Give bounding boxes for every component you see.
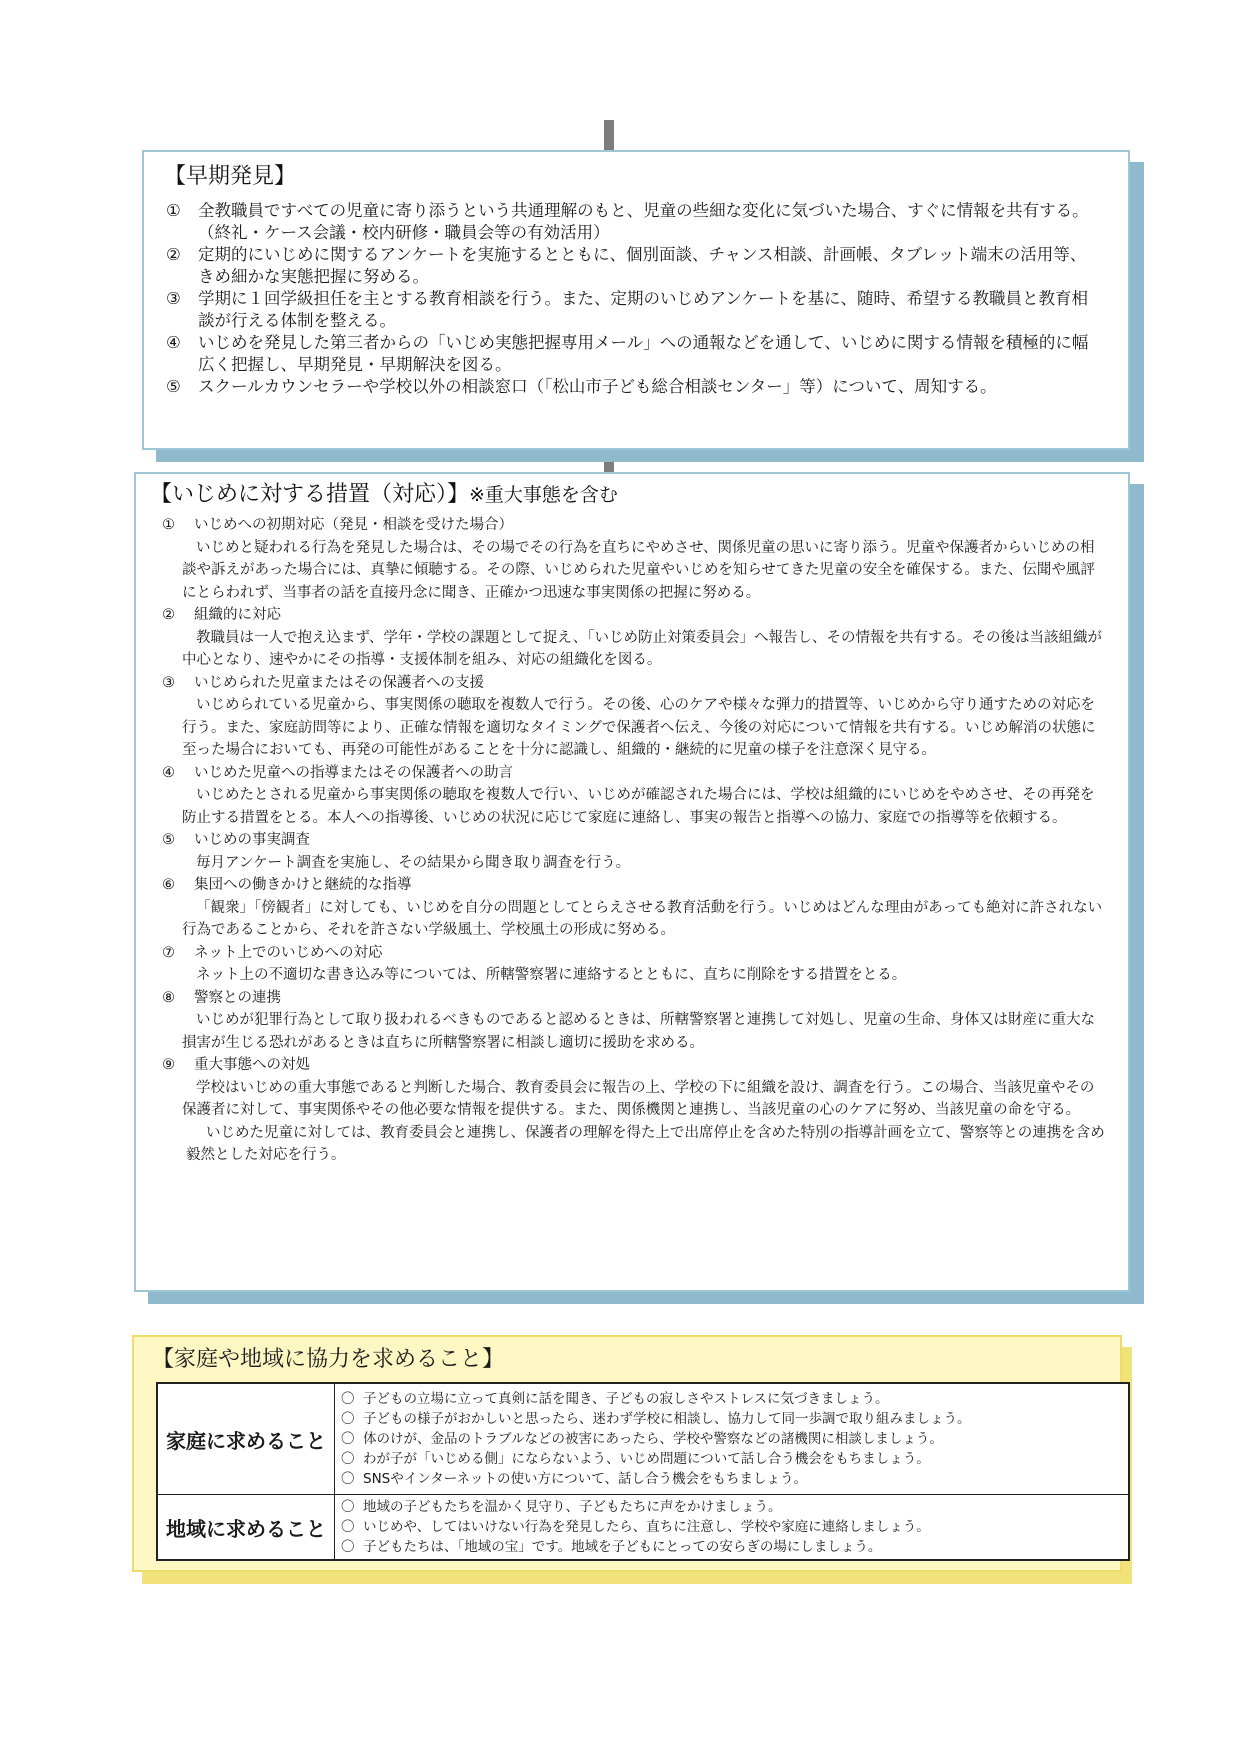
measure-heading: ① いじめへの初期対応（発見・相談を受けた場合） (162, 517, 513, 533)
home-items (335, 1383, 1130, 1495)
early-item: ⑤ スクールカウンセラーや学校以外の相談窓口（「松山市子ども総合相談センター」等）について、周知する。 (166, 377, 997, 396)
measure-heading: ⑤ いじめの事実調査 (162, 832, 310, 848)
measures-title (150, 480, 1106, 510)
early-item: ④ いじめを発見した第三者からの「いじめ実態把握専用メール」への通報などを通して、いじめに関する情報を積極的に幅広く把握し、早期発見・早期解決を図る。 (166, 333, 1089, 374)
community-label: 地域に求めること (157, 1495, 335, 1561)
measure-body: 毎月アンケート調査を実施し、その結果から聞き取り調査を行う。 (196, 854, 631, 871)
measure-body: 教職員は一人で抱え込まず、学年・学校の課題として捉え、「いじめ防止対策委員会」へ報告し、その情報を共有する。その後は当該組織が中心となり、速やかにその指導・支援体制を組み、対応の組織化を図る。 (182, 629, 1102, 668)
community-row (157, 1495, 1129, 1561)
early-item: ③ 学期に１回学級担任を主とする教育相談を行う。また、定期のいじめアンケートを基に、随時、希望する教職員と教育相談が行える体制を整える。 (166, 289, 1089, 330)
measure-heading: ④ いじめた児童への指導またはその保護者への助言 (162, 764, 513, 781)
measure-body: いじめが犯罪行為として取り扱われるべきものであると認めるときは、所轄警察署と連携して対処し、児童の生命、身体又は財産に重大な損害が生じる恐れがあるときは直ちに所轄警察署に相談し適切に援助を求める。 (182, 1012, 1095, 1051)
home-row (157, 1383, 1129, 1495)
measure-body-extra: いじめた児童に対しては、教育委員会と連携し、保護者の理解を得た上で出席停止を含めた特別の指導計画を立て、警察等との連携を含め毅然とした対応を行う。 (186, 1124, 1105, 1163)
list-item: 〇 わが子が「いじめる側」にならないよう、いじめ問題について話し合う機会をもちましょう。 (341, 1451, 930, 1467)
measure-heading: ⑥ 集団への働きかけと継続的な指導 (162, 877, 412, 893)
middle-connector-line (604, 455, 614, 473)
measures-title-text: 【いじめに対する措置（対応）】 (150, 482, 470, 507)
list-item: 〇 SNSやインターネットの使い方について、話し合う機会をもちましょう。 (341, 1471, 807, 1487)
home-label: 家庭に求めること (157, 1383, 335, 1495)
measure-body: いじめと疑われる行為を発見した場合は、その場でその行為を直ちにやめさせ、関係児童の思いに寄り添う。児童や保護者からいじめの相談や訴えがあった場合には、真摯に傾聴する。その際、いじめられた児童やいじめを知らせてきた児童の安全を確保する。また、伝聞や風評にとらわれず、当事者の話を直接丹念に聞き、正確かつ迅速な事実関係の把握に努める。 (182, 539, 1095, 601)
list-item: 〇 地域の子どもたちを温かく見守り、子どもたちに声をかけましょう。 (341, 1499, 782, 1515)
measure-heading: ③ いじめられた児童またはその保護者への支援 (162, 674, 484, 691)
early-detection-title: 【早期発見】 (164, 164, 297, 189)
measure-body: ネット上の不適切な書き込み等については、所轄警察署に連絡するとともに、直ちに削除をする措置をとる。 (196, 967, 907, 983)
early-item: ② 定期的にいじめに関するアンケートを実施するとともに、個別面談、チャンス相談、計画帳、タブレット端末の活用等、きめ細かな実態把握に努める。 (166, 245, 1087, 286)
cooperation-table (156, 1382, 1130, 1561)
community-items (335, 1495, 1130, 1561)
measure-heading: ⑨ 重大事態への対処 (162, 1057, 310, 1073)
measure-body: 学校はいじめの重大事態であると判断した場合、教育委員会に報告の上、学校の下に組織を設け、調査を行う。この場合、当該児童やその保護者に対して、事実関係やその他必要な情報を提供する。また、関係機関と連携し、当該児童の心のケアに努め、当該児童の命を守る。 (182, 1079, 1095, 1118)
measure-body: いじめられている児童から、事実関係の聴取を複数人で行う。その後、心のケアや様々な弾力的措置等、いじめから守り通すための対応を行う。また、家庭訪問等により、正確な情報を適切なタイミングで保護者へ伝え、今後の対応について情報を共有する。いじめ解消の状態に至った場合においても、再発の可能性があることを十分に認識し、組織的・継続的に児童の様子を注意深く見守る。 (182, 697, 1096, 758)
measure-heading: ⑧ 警察との連携 (162, 989, 281, 1006)
list-item: 〇 子どもの立場に立って真剣に話を聞き、子どもの寂しさやストレスに気づきましょう。 (341, 1391, 889, 1407)
cooperation-title: 【家庭や地域に協力を求めること】 (152, 1347, 505, 1372)
top-connector-line (604, 120, 614, 150)
measure-heading: ⑦ ネット上でのいじめへの対応 (162, 944, 383, 961)
list-item: 〇 子どもたちは、「地域の宝」です。地域を子どもにとっての安らぎの場にしましょう。 (341, 1539, 882, 1555)
measures-panel (134, 472, 1130, 1292)
list-item: 〇 子どもの様子がおかしいと思ったら、迷わず学校に相談し、協力して同一歩調で取り組みましょう。 (341, 1411, 971, 1427)
measure-body: いじめたとされる児童から事実関係の聴取を複数人で行い、いじめが確認された場合には、学校は組織的にいじめをやめさせ、その再発を防止する措置をとる。本人への指導後、いじめの状況に応じて家庭に連絡し、事実の報告と指導への協力、家庭での指導等を依頼する。 (182, 787, 1095, 826)
early-item: ① 全教職員ですべての児童に寄り添うという共通理解のもと、児童の些細な変化に気づいた場合、すぐに情報を共有する。（終礼・ケース会議・校内研修・職員会等の有効活用） (166, 201, 1089, 242)
cooperation-panel (132, 1335, 1122, 1572)
measure-body: 「観衆」「傍観者」に対しても、いじめを自分の問題としてとらえさせる教育活動を行う。いじめはどんな理由があっても絶対に許されない行為であることから、それを許さない学級風土、学校風土の形成に努める。 (182, 899, 1103, 938)
measures-title-note: ※重大事態を含む (469, 484, 618, 506)
measure-heading: ② 組織的に対応 (162, 607, 281, 623)
list-item: 〇 いじめや、してはいけない行為を発見したら、直ちに注意し、学校や家庭に連絡しましょう。 (341, 1519, 930, 1535)
early-detection-panel (142, 150, 1130, 450)
list-item: 〇 体のけが、金品のトラブルなどの被害にあったら、学校や警察などの諸機関に相談しましょう。 (341, 1431, 943, 1447)
